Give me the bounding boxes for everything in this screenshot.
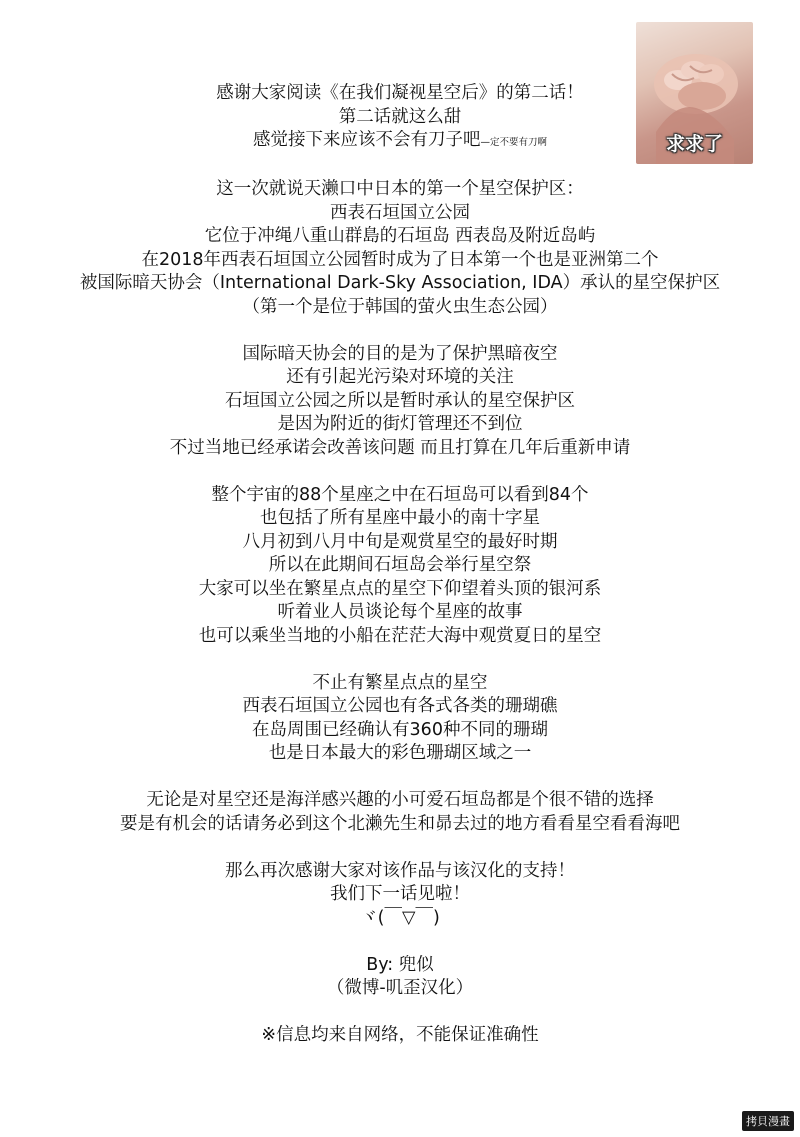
text-line: 感觉接下来应该不会有刀子吧 xyxy=(252,130,481,150)
text-line: 在2018年西表石垣国立公园暂时成为了日本第一个也是亚洲第二个 xyxy=(141,249,659,270)
text-line: 感谢大家阅读《在我们凝视星空后》的第二话！ xyxy=(216,83,584,103)
para-ida-purpose xyxy=(0,343,800,461)
para-dark-sky-reserve xyxy=(0,178,800,319)
text-line: 是因为附近的街灯管理还不到位 xyxy=(277,414,523,434)
para-constellations xyxy=(0,484,800,649)
sticker-caption: 求求了 xyxy=(665,133,723,155)
text-line: 无论是对星空还是海洋感兴趣的小可爱石垣岛都是个很不错的选择 xyxy=(146,790,654,810)
para-coral xyxy=(0,672,800,766)
para-thanks xyxy=(0,860,800,931)
text-line: 我们下一话见啦！ xyxy=(330,884,470,904)
text-line: （第一个是位于韩国的萤火虫生态公园） xyxy=(242,296,558,317)
para-recommendation xyxy=(0,789,800,836)
text-line: 听着业人员谈论每个星座的故事 xyxy=(277,602,523,622)
text-line: 还有引起光污染对环境的关注 xyxy=(286,367,514,387)
text-line: 也可以乘坐当地的小船在茫茫大海中观赏夏日的星空 xyxy=(198,625,602,646)
disclaimer-text: ※信息均来自网络，不能保证准确性 xyxy=(261,1025,539,1045)
text-line: 不过当地已经承诺会改善该问题 而且打算在几年后重新申请 xyxy=(169,437,631,458)
author-credit: By: 兜似 xyxy=(366,954,434,975)
text-line: 这一次就说天濑口中日本的第一个星空保护区： xyxy=(216,179,584,199)
afterword-document xyxy=(0,82,800,1071)
para-disclaimer xyxy=(0,1024,800,1048)
text-line: 国际暗天协会的目的是为了保护黑暗夜空 xyxy=(242,343,558,364)
text-line: 第二话就这么甜 xyxy=(338,106,462,127)
text-line: 西表石垣国立公园 xyxy=(330,202,470,223)
group-credit: （微博-叽歪汉化） xyxy=(326,978,474,998)
site-watermark: 拷貝漫畫 xyxy=(742,1111,794,1131)
text-line: 大家可以坐在繁星点点的星空下仰望着头顶的银河系 xyxy=(198,578,602,599)
text-line: 也是日本最大的彩色珊瑚区域之一 xyxy=(268,743,532,763)
kaomoji: ヾ(￣▽￣) xyxy=(360,907,440,928)
text-line: 整个宇宙的88个星座之中在石垣岛可以看到84个 xyxy=(211,484,589,505)
text-line: 所以在此期间石垣岛会举行星空祭 xyxy=(268,555,532,575)
text-line: 石垣国立公园之所以是暂时承认的星空保护区 xyxy=(225,390,575,411)
small-note: —定不要有刀啊 xyxy=(480,137,547,148)
text-line: 那么再次感谢大家对该作品与该汉化的支持！ xyxy=(225,860,575,881)
text-line: 不止有繁星点点的星空 xyxy=(312,672,488,693)
text-line: 八月初到八月中旬是观赏星空的最好时期 xyxy=(242,531,558,552)
text-line: 它位于冲绳八重山群島的石垣岛 西表岛及附近岛屿 xyxy=(204,226,596,246)
text-line: 西表石垣国立公园也有各式各类的珊瑚礁 xyxy=(242,696,558,716)
text-line: 也包括了所有星座中最小的南十字星 xyxy=(260,508,540,528)
text-line: 在岛周围已经确认有360种不同的珊瑚 xyxy=(252,719,548,740)
reaction-sticker xyxy=(636,22,753,164)
text-line: 要是有机会的话请务必到这个北濑先生和昴去过的地方看看星空看看海吧 xyxy=(120,813,680,834)
text-line: 被国际暗天协会（International Dark-Sky Association, IDA）承认的星空保护区 xyxy=(79,273,721,293)
para-credits xyxy=(0,954,800,1001)
